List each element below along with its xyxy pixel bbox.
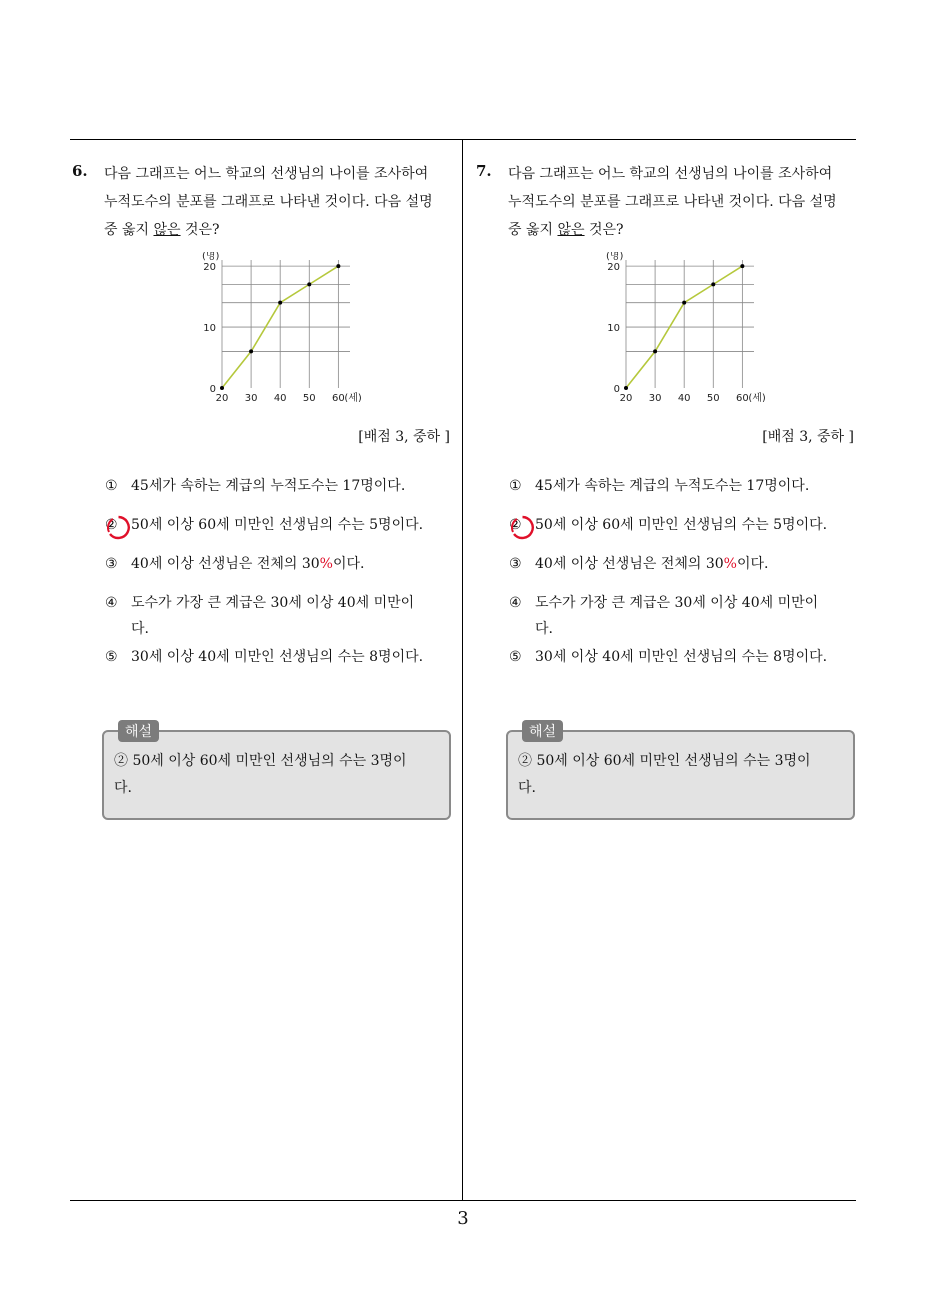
x-tick-label: 50	[706, 393, 720, 402]
score-label: [배점 3, 중하 ]	[762, 429, 854, 445]
option-number: ①	[509, 478, 522, 494]
data-point	[740, 264, 744, 268]
data-point	[220, 386, 224, 390]
option-number: ③	[105, 556, 118, 572]
solution-line: ② 50세 이상 60세 미만인 선생님의 수는 3명이	[518, 753, 811, 769]
data-point	[624, 386, 628, 390]
y-tick-label: 20	[607, 262, 620, 274]
underlined-word: 않은	[557, 222, 585, 238]
question-text	[508, 160, 862, 244]
y-tick-label: 20	[203, 262, 216, 274]
solution-text	[114, 748, 439, 802]
data-point	[682, 301, 686, 305]
data-point	[278, 301, 282, 305]
x-tick-label: 20	[215, 393, 229, 402]
data-point	[711, 282, 715, 286]
y-tick-label: 10	[607, 323, 620, 335]
bottom-rule	[70, 1200, 856, 1201]
option-2[interactable]	[105, 512, 455, 538]
question-line: 누적도수의 분포를 그래프로 나타낸 것이다. 다음 설명	[104, 194, 433, 210]
option-3[interactable]	[509, 551, 859, 577]
x-tick-label: 40	[677, 393, 691, 402]
option-text-continued: 다.	[535, 621, 553, 637]
option-text: 도수가 가장 큰 계급은 30세 이상 40세 미만이	[131, 595, 415, 611]
solution-text	[518, 748, 843, 802]
option-number: ⑤	[105, 649, 118, 665]
option-text: 40세 이상 선생님은 전체의 30	[131, 556, 320, 572]
option-number: ③	[509, 556, 522, 572]
top-rule	[70, 139, 856, 140]
answer-circle-mark	[510, 515, 535, 540]
data-point	[653, 349, 657, 353]
data-point	[307, 282, 311, 286]
x-tick-label: 30	[244, 393, 258, 402]
cumulative-frequency-chart	[200, 252, 390, 402]
option-text-end: 이다.	[332, 556, 365, 572]
option-text: 도수가 가장 큰 계급은 30세 이상 40세 미만이	[535, 595, 819, 611]
y-axis-label: (명)	[202, 252, 220, 262]
x-tick-label: 50	[302, 393, 316, 402]
question-text	[104, 160, 458, 244]
option-text: 50세 이상 60세 미만인 선생님의 수는 5명이다.	[535, 517, 828, 533]
answer-circle-mark	[106, 515, 131, 540]
question-line-pre: 중 옳지	[508, 222, 558, 238]
question-line: 다음 그래프는 어느 학교의 선생님의 나이를 조사하여	[508, 166, 833, 182]
option-1[interactable]	[509, 473, 859, 499]
question-line-post: 것은?	[584, 222, 624, 238]
question-line	[508, 216, 862, 244]
option-number: ②	[105, 517, 118, 533]
solution-tag: 해설	[118, 720, 159, 742]
question-line	[104, 216, 458, 244]
option-5[interactable]	[509, 644, 859, 670]
question-line: 다음 그래프는 어느 학교의 선생님의 나이를 조사하여	[104, 166, 429, 182]
option-text: 30세 이상 40세 미만인 선생님의 수는 8명이다.	[535, 649, 828, 665]
solution-line: 다.	[518, 780, 536, 796]
option-text-end: 이다.	[736, 556, 769, 572]
solution-line: 다.	[114, 780, 132, 796]
option-text: 30세 이상 40세 미만인 선생님의 수는 8명이다.	[131, 649, 424, 665]
x-tick-label: 60	[331, 393, 345, 402]
option-2[interactable]	[509, 512, 859, 538]
solution-box	[506, 724, 855, 820]
x-tick-label: 30	[648, 393, 662, 402]
underlined-word: 않은	[153, 222, 181, 238]
x-axis-label: (세)	[344, 393, 362, 402]
option-3[interactable]	[105, 551, 455, 577]
column-divider	[462, 139, 463, 1201]
option-number: ④	[105, 595, 118, 611]
solution-line: ② 50세 이상 60세 미만인 선생님의 수는 3명이	[114, 753, 407, 769]
question-line: 누적도수의 분포를 그래프로 나타낸 것이다. 다음 설명	[508, 194, 837, 210]
y-tick-label: 0	[209, 384, 216, 395]
option-number: ⑤	[509, 649, 522, 665]
y-tick-label: 0	[613, 384, 620, 395]
question-number: 7.	[476, 162, 492, 180]
question-line-pre: 중 옳지	[104, 222, 154, 238]
y-axis-label: (명)	[606, 252, 624, 262]
solution-tag: 해설	[522, 720, 563, 742]
option-5[interactable]	[105, 644, 455, 670]
option-number: ①	[105, 478, 118, 494]
score-label: [배점 3, 중하 ]	[358, 429, 450, 445]
question-line-post: 것은?	[180, 222, 220, 238]
y-tick-label: 10	[203, 323, 216, 335]
solution-box	[102, 724, 451, 820]
option-4[interactable]	[105, 590, 455, 642]
data-point	[249, 349, 253, 353]
option-text-continued: 다.	[131, 621, 149, 637]
percent-sign: %	[319, 556, 333, 572]
x-tick-label: 60	[735, 393, 749, 402]
cumulative-frequency-chart	[604, 252, 794, 402]
option-text: 45세가 속하는 계급의 누적도수는 17명이다.	[535, 478, 810, 494]
option-4[interactable]	[509, 590, 859, 642]
option-number: ②	[509, 517, 522, 533]
data-point	[336, 264, 340, 268]
option-1[interactable]	[105, 473, 455, 499]
page-number: 3	[457, 1208, 469, 1229]
question-number: 6.	[72, 162, 88, 180]
option-text: 50세 이상 60세 미만인 선생님의 수는 5명이다.	[131, 517, 424, 533]
option-number: ④	[509, 595, 522, 611]
option-text: 40세 이상 선생님은 전체의 30	[535, 556, 724, 572]
percent-sign: %	[723, 556, 737, 572]
x-tick-label: 20	[619, 393, 633, 402]
option-text: 45세가 속하는 계급의 누적도수는 17명이다.	[131, 478, 406, 494]
x-axis-label: (세)	[748, 393, 766, 402]
x-tick-label: 40	[273, 393, 287, 402]
